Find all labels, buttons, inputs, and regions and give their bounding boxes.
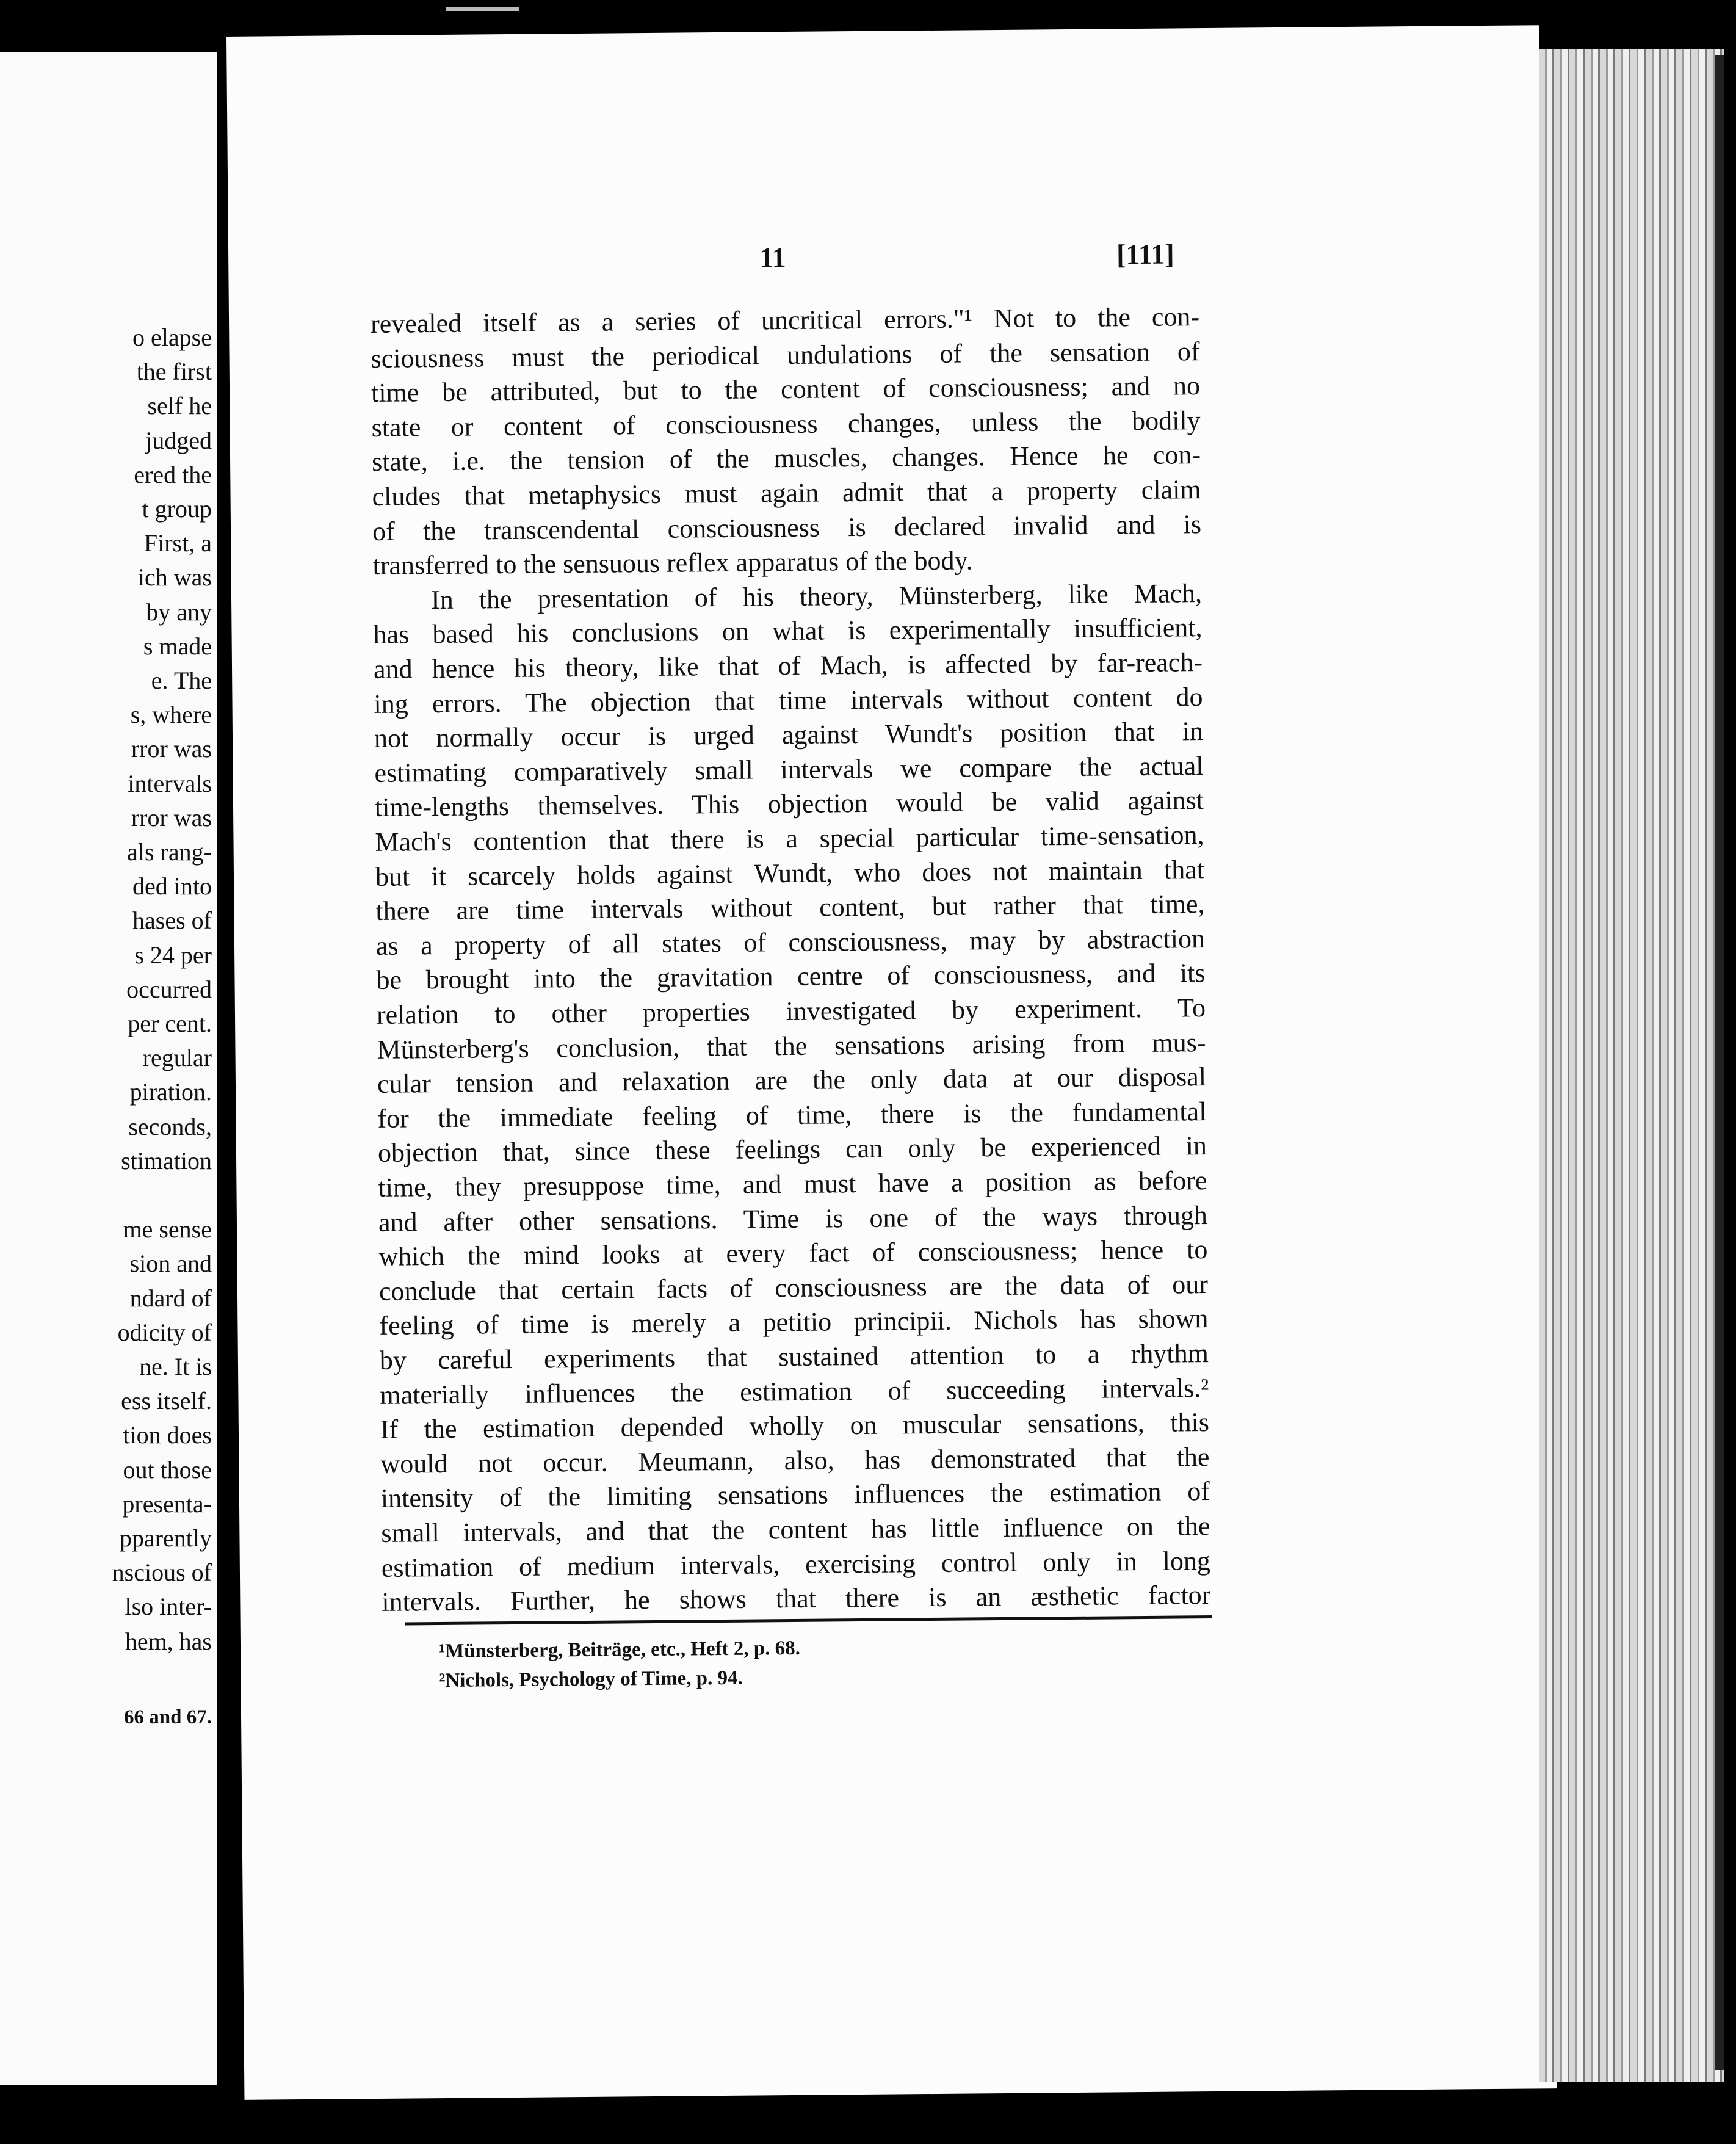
left-page-line: stimation bbox=[121, 1146, 212, 1175]
body-line: and after other sensations. Time is one of the ways through bbox=[378, 1200, 1208, 1237]
left-page-line: judged bbox=[145, 426, 212, 454]
left-page-line: occurred bbox=[126, 975, 212, 1003]
body-line: Mach's contention that there is a special particular time-sensation, bbox=[375, 820, 1204, 857]
left-page-line: per cent. bbox=[128, 1010, 212, 1037]
body-line: but it scarcely holds against Wundt, who does not maintain that bbox=[375, 854, 1205, 892]
body-line: cludes that metaphysics must again admit that a property claim bbox=[372, 474, 1201, 512]
body-line: there are time intervals without content, but rather that time, bbox=[375, 889, 1205, 927]
footnote: ¹Münsterberg, Beiträge, etc., Heft 2, p. 68. bbox=[438, 1637, 801, 1663]
left-page-line: pparently bbox=[119, 1524, 212, 1552]
body-line: estimating comparatively small intervals we compare the actual bbox=[374, 750, 1204, 788]
left-page-line: piration. bbox=[129, 1078, 212, 1106]
body-line: objection that, since these feelings can only be experienced in bbox=[377, 1131, 1207, 1168]
body-line: small intervals, and that the content has little influence on the bbox=[381, 1511, 1210, 1548]
left-page-footnote: 66 and 67. bbox=[124, 1706, 212, 1728]
left-page-line: out those bbox=[123, 1455, 212, 1483]
body-line: revealed itself as a series of uncritical errors."¹ Not to the con- bbox=[370, 302, 1200, 339]
body-line: estimation of medium intervals, exercising control only in long bbox=[381, 1545, 1211, 1583]
body-line: and hence his theory, like that of Mach, is affected by far-reach- bbox=[373, 647, 1203, 684]
left-page-line: hases of bbox=[132, 907, 212, 935]
scan-mark bbox=[446, 7, 519, 11]
body-line: intensity of the limiting sensations influences the estimation of bbox=[380, 1476, 1210, 1514]
body-line: not normally occur is urged against Wundt's position that in bbox=[374, 716, 1204, 754]
left-page-line: ess itself. bbox=[121, 1387, 212, 1415]
body-line: time, they presuppose time, and must have a position as before bbox=[378, 1165, 1207, 1203]
left-page-line: First, a bbox=[143, 529, 212, 557]
body-line: time be attributed, but to the content of consciousness; and no bbox=[371, 371, 1201, 408]
body-line: materially influences the estimation of succeeding intervals.² bbox=[380, 1372, 1209, 1410]
left-page-line: rror was bbox=[131, 735, 212, 763]
body-line: which the mind looks at every fact of consciousness; hence to bbox=[378, 1234, 1208, 1272]
body-line: has based his conclusions on what is experimentally insufficient, bbox=[373, 612, 1203, 650]
body-line: Münsterberg's conclusion, that the sensations arising from mus- bbox=[377, 1027, 1206, 1065]
left-page-line: the first bbox=[136, 358, 212, 386]
body-line: as a property of all states of consciousness, may by abstraction bbox=[375, 923, 1206, 961]
body-line: state or content of consciousness changes, unless the bodily bbox=[371, 405, 1201, 443]
left-page-line: als rang- bbox=[127, 838, 212, 866]
left-page-line: presenta- bbox=[122, 1490, 212, 1518]
body-line: would not occur. Meumann, also, has demonstrated that the bbox=[380, 1441, 1210, 1479]
left-page-line: ered the bbox=[134, 460, 212, 488]
body-line: feeling of time is merely a petitio principii. Nichols has shown bbox=[379, 1303, 1209, 1341]
body-line: relation to other properties investigated by experiment. To bbox=[376, 993, 1206, 1030]
left-page-line: o elapse bbox=[132, 324, 212, 351]
body-line: state, i.e. the tension of the muscles, changes. Hence he con- bbox=[371, 440, 1201, 477]
left-page-line: odicity of bbox=[117, 1318, 212, 1346]
left-page-line: rror was bbox=[131, 803, 212, 831]
left-page-line: lso inter- bbox=[125, 1593, 212, 1621]
body-line: sciousness must the periodical undulations of the sensation of bbox=[371, 336, 1200, 374]
left-page-line: by any bbox=[146, 598, 212, 626]
left-page-line: tion does bbox=[123, 1421, 212, 1449]
body-line: be brought into the gravitation centre of consciousness, and its bbox=[376, 958, 1206, 996]
body-line: If the estimation depended wholly on muscular sensations, this bbox=[380, 1407, 1210, 1445]
left-page-line: ded into bbox=[132, 872, 212, 900]
left-page-line: s made bbox=[143, 632, 212, 660]
left-page-line: me sense bbox=[123, 1215, 212, 1244]
body-line: intervals. Further, he shows that there is an æsthetic factor bbox=[382, 1580, 1211, 1618]
main-page bbox=[226, 25, 1557, 2100]
left-page-line: self he bbox=[147, 392, 212, 420]
body-line: cular tension and relaxation are the only data at our disposal bbox=[377, 1062, 1207, 1099]
left-page-line: e. The bbox=[151, 667, 212, 694]
left-page-line: regular bbox=[142, 1044, 212, 1072]
left-page-line: seconds, bbox=[128, 1112, 212, 1140]
left-page-line: ndard of bbox=[129, 1284, 212, 1312]
page-edges bbox=[1539, 49, 1724, 2082]
bracket-page-number: [111] bbox=[1116, 238, 1174, 270]
left-page-line: sion and bbox=[129, 1250, 212, 1278]
left-page-line: nscious of bbox=[112, 1559, 212, 1587]
left-page-line: ich was bbox=[137, 563, 212, 592]
body-line: In the presentation of his theory, Münsterberg, like Mach, bbox=[430, 578, 1203, 615]
body-line: of the transcendental consciousness is declared invalid and is bbox=[372, 509, 1202, 546]
left-page-line: hem, has bbox=[125, 1627, 212, 1655]
book-edge bbox=[1715, 55, 1724, 2070]
left-page bbox=[0, 52, 217, 2085]
book-gutter bbox=[217, 43, 226, 2094]
body-line: conclude that certain facts of consciousness are the data of our bbox=[378, 1269, 1209, 1306]
left-page-line: s, where bbox=[130, 701, 212, 729]
left-page-line: s 24 per bbox=[134, 941, 212, 969]
left-page-line: intervals bbox=[128, 769, 212, 797]
body-line: transferred to the sensuous reflex apparatus of the body. bbox=[372, 545, 973, 581]
body-line: by careful experiments that sustained attention to a rhythm bbox=[379, 1338, 1209, 1375]
page-number: 11 bbox=[759, 242, 786, 273]
footnote: ²Nichols, Psychology of Time, p. 94. bbox=[439, 1667, 743, 1692]
left-page-line: t group bbox=[142, 495, 212, 523]
body-line: for the immediate feeling of time, there is the fundamental bbox=[377, 1096, 1207, 1134]
left-page-line bbox=[10, 1178, 212, 1212]
body-line: time-lengths themselves. This objection would be valid against bbox=[374, 785, 1204, 823]
body-line: ing errors. The objection that time intervals without content do bbox=[374, 681, 1203, 719]
left-page-line: ne. It is bbox=[139, 1353, 212, 1380]
